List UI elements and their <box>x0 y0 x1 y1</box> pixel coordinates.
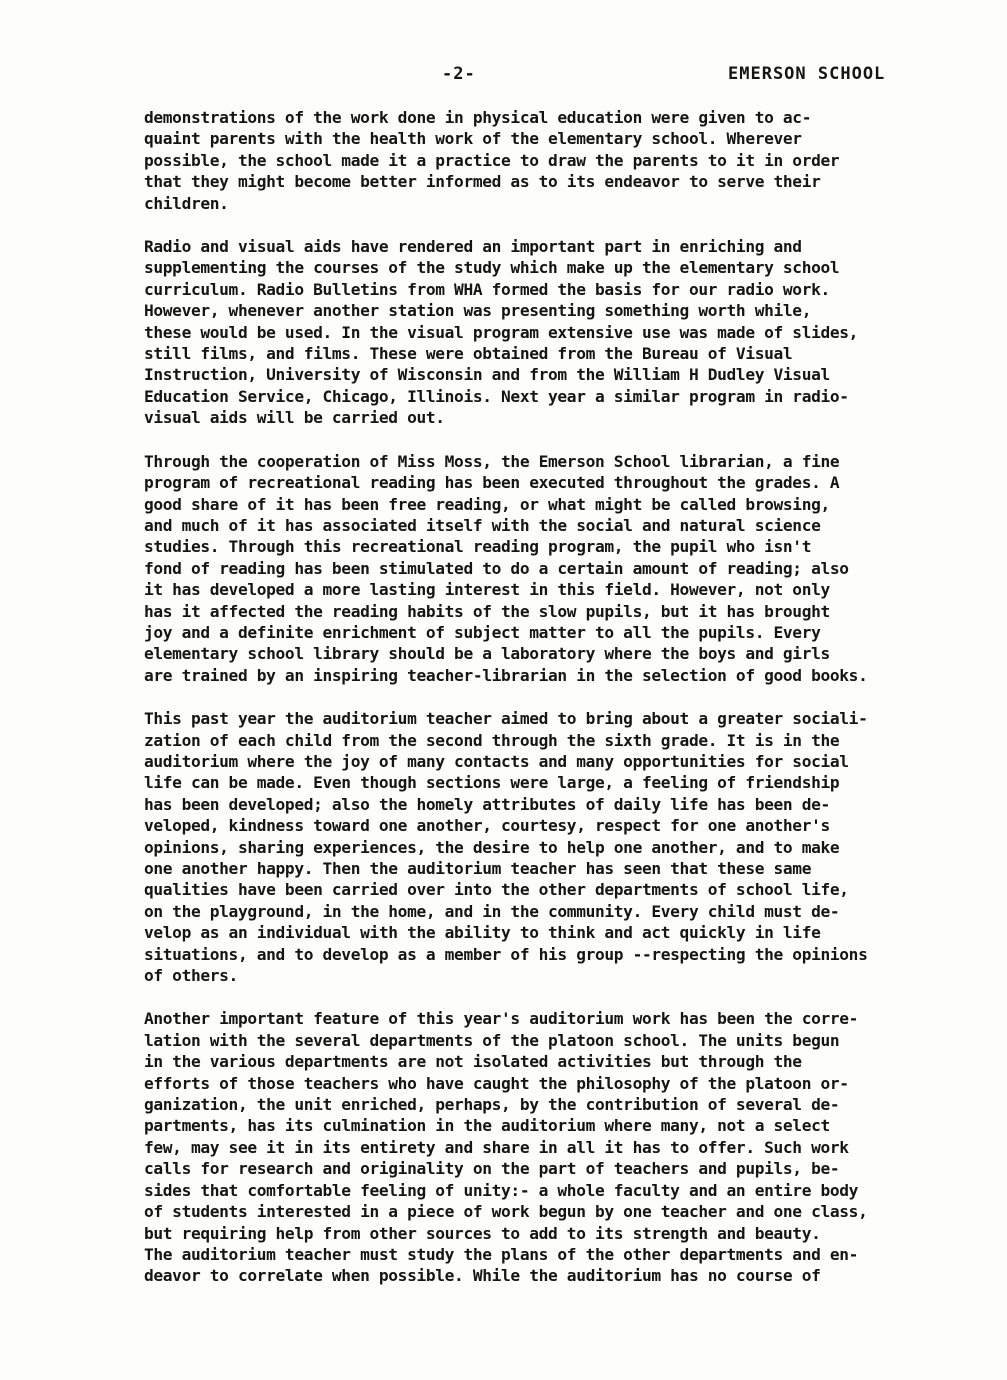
text-line: elementary school library should be a laboratory where the boys and girls <box>144 644 830 664</box>
text-line: calls for research and originality on the part of teachers and pupils, be- <box>144 1159 840 1179</box>
text-line: Another important feature of this year's auditorium work has been the corre- <box>144 1009 859 1029</box>
text-line: but requiring help from other sources to add to its strength and beauty. <box>144 1223 821 1243</box>
text-line: fond of reading has been stimulated to do a certain amount of reading; also <box>144 558 849 578</box>
text-line: visual aids will be carried out. <box>144 408 445 428</box>
text-line: ganization, the unit enriched, perhaps, by the contribution of several de- <box>144 1095 840 1115</box>
document-body <box>144 107 974 1309</box>
text-line: However, whenever another station was presenting something worth while, <box>144 301 812 321</box>
text-line: deavor to correlate when possible. While the auditorium has no course of <box>144 1266 821 1286</box>
text-line: Through the cooperation of Miss Moss, the Emerson School librarian, a fine <box>144 451 840 471</box>
text-line: efforts of those teachers who have caught the philosophy of the platoon or- <box>144 1073 849 1093</box>
text-line: joy and a definite enrichment of subject matter to all the pupils. Every <box>144 622 821 642</box>
text-line: qualities have been carried over into the other departments of school life, <box>144 880 849 900</box>
text-line: Instruction, University of Wisconsin and from the William H Dudley Visual <box>144 365 830 385</box>
text-line: program of recreational reading has been executed throughout the grades. A <box>144 473 840 493</box>
text-line: auditorium where the joy of many contacts and many opportunities for social <box>144 751 849 771</box>
text-line: still films, and films. These were obtained from the Bureau of Visual <box>144 344 793 364</box>
text-line: Radio and visual aids have rendered an important part in enriching and <box>144 237 802 257</box>
text-line: life can be made. Even though sections were large, a feeling of friendship <box>144 773 840 793</box>
text-line: and much of it has associated itself with the social and natural science <box>144 515 821 535</box>
page-number: -2- <box>442 64 476 84</box>
text-line: that they might become better informed as to its endeavor to serve their <box>144 172 821 192</box>
text-line: partments, has its culmination in the auditorium where many, not a select <box>144 1116 830 1136</box>
paragraph <box>144 107 974 214</box>
text-line: veloped, kindness toward one another, courtesy, respect for one another's <box>144 816 830 836</box>
text-line: on the playground, in the home, and in the community. Every child must de- <box>144 901 840 921</box>
text-line: good share of it has been free reading, or what might be called browsing, <box>144 494 830 514</box>
paragraph <box>144 708 974 986</box>
text-line: one another happy. Then the auditorium teacher has seen that these same <box>144 859 812 878</box>
text-line: studies. Through this recreational reading program, the pupil who isn't <box>144 537 812 557</box>
text-line: opinions, sharing experiences, the desire to help one another, and to make <box>144 837 840 857</box>
text-line: Education Service, Chicago, Illinois. Next year a similar program in radio- <box>144 386 849 406</box>
text-line: quaint parents with the health work of the elementary school. Wherever <box>144 129 802 149</box>
text-line: few, may see it in its entirety and share in all it has to offer. Such work <box>144 1137 849 1157</box>
text-line: of others. <box>144 966 238 986</box>
page-header <box>0 64 1007 88</box>
text-line: these would be used. In the visual program extensive use was made of slides, <box>144 322 859 342</box>
text-line: children. <box>144 193 229 213</box>
text-line: demonstrations of the work done in physical education were given to ac- <box>144 108 812 127</box>
text-line: in the various departments are not isolated activities but through the <box>144 1052 802 1072</box>
text-line: situations, and to develop as a member of his group --respecting the opinions <box>144 944 868 964</box>
text-line: This past year the auditorium teacher aimed to bring about a greater sociali- <box>144 709 868 729</box>
text-line: sides that comfortable feeling of unity:- a whole faculty and an entire body <box>144 1180 859 1200</box>
text-line: curriculum. Radio Bulletins from WHA formed the basis for our radio work. <box>144 279 830 299</box>
text-line: zation of each child from the second through the sixth grade. It is in the <box>144 730 840 750</box>
text-line: of students interested in a piece of work begun by one teacher and one class, <box>144 1202 868 1222</box>
text-line: velop as an individual with the ability to think and act quickly in life <box>144 923 821 943</box>
text-line: it has developed a more lasting interest in this field. However, not only <box>144 580 830 600</box>
text-line: The auditorium teacher must study the plans of the other departments and en- <box>144 1244 859 1264</box>
paragraph <box>144 451 974 686</box>
school-name-header: EMERSON SCHOOL <box>728 64 886 84</box>
text-line: supplementing the courses of the study which make up the elementary school <box>144 258 840 278</box>
paragraph <box>144 1008 974 1286</box>
text-line: possible, the school made it a practice to draw the parents to it in order <box>144 150 840 170</box>
text-line: has been developed; also the homely attributes of daily life has been de- <box>144 794 830 814</box>
paragraph <box>144 236 974 429</box>
text-line: has it affected the reading habits of the slow pupils, but it has brought <box>144 601 830 621</box>
text-line: are trained by an inspiring teacher-librarian in the selection of good books. <box>144 665 868 685</box>
text-line: lation with the several departments of the platoon school. The units begun <box>144 1030 840 1050</box>
